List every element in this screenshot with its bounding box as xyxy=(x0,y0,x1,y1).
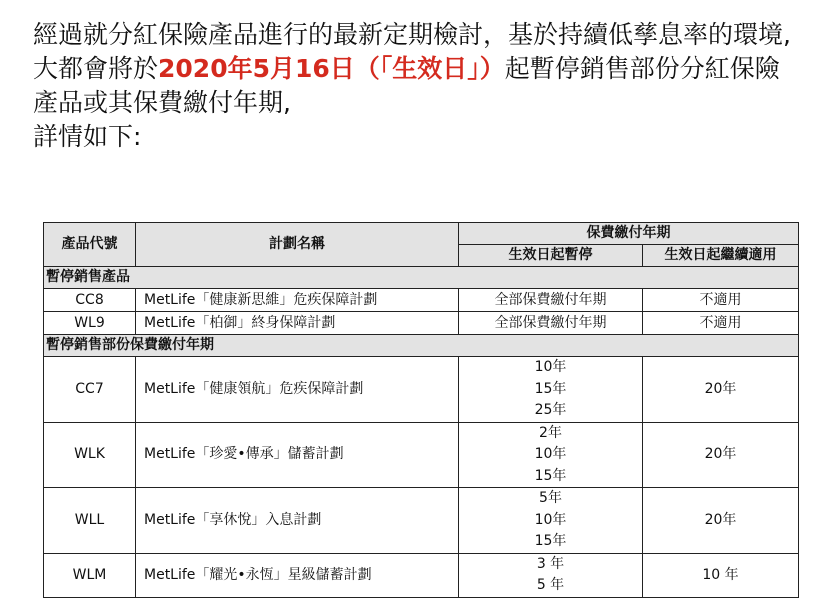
product-code: WLM xyxy=(44,553,136,597)
suspended-term: 10年 xyxy=(534,511,567,528)
table-row xyxy=(44,553,799,597)
suspended-payment-terms xyxy=(459,488,643,554)
table-row xyxy=(44,422,799,488)
continuing-payment-term: 20年 xyxy=(643,488,799,554)
suspended-term: 全部保費繳付年期 xyxy=(494,291,607,308)
suspended-term: 5年 xyxy=(539,490,562,506)
intro-paragraph xyxy=(33,18,803,154)
plan-name: MetLife「耀光•永恆」星級儲蓄計劃 xyxy=(136,553,459,597)
product-code: WL9 xyxy=(44,312,136,335)
product-code: WLL xyxy=(44,488,136,554)
suspended-term: 全部保費繳付年期 xyxy=(494,314,607,331)
section-title: 暫停銷售部份保費繳付年期 xyxy=(44,335,799,357)
suspended-term: 25年 xyxy=(534,402,567,418)
continuing-payment-term: 不適用 xyxy=(643,312,799,335)
header-plan-name: 計劃名稱 xyxy=(136,223,459,267)
continuing-payment-term: 10 年 xyxy=(643,553,799,597)
header-product-code: 產品代號 xyxy=(44,223,136,267)
intro-line-3: 詳情如下: xyxy=(33,122,142,151)
table-row xyxy=(44,312,799,335)
header-continue-from-effective-date: 生效日起繼續適用 xyxy=(643,245,799,267)
suspended-term: 10年 xyxy=(534,359,567,375)
intro-line-2-suffix: 起暫停銷售部份分紅保險產品或其保費繳付年期, xyxy=(33,54,780,117)
suspended-payment-terms xyxy=(459,357,643,423)
continuing-payment-term: 不適用 xyxy=(643,289,799,312)
intro-line-2-prefix: 大都會將於 xyxy=(33,54,159,83)
suspended-term: 10年 xyxy=(534,446,567,462)
plan-name: MetLife「珍愛•傳承」儲蓄計劃 xyxy=(136,422,459,488)
suspended-payment-terms xyxy=(459,289,643,312)
product-code: WLK xyxy=(44,422,136,488)
plan-name: MetLife「享休悅」入息計劃 xyxy=(136,488,459,554)
table-row xyxy=(44,488,799,554)
suspended-term: 15年 xyxy=(534,533,567,549)
suspended-term: 3 年 xyxy=(536,555,565,572)
table-row xyxy=(44,357,799,423)
suspended-term: 5 年 xyxy=(536,577,565,593)
plan-suspension-table xyxy=(43,222,799,598)
suspended-term: 2年 xyxy=(539,424,562,441)
plan-name: MetLife「柏御」終身保障計劃 xyxy=(136,312,459,335)
section-title: 暫停銷售產品 xyxy=(44,267,799,289)
continuing-payment-term: 20年 xyxy=(643,422,799,488)
plan-name: MetLife「健康新思維」危疾保障計劃 xyxy=(136,289,459,312)
table-row xyxy=(44,289,799,312)
continuing-payment-term: 20年 xyxy=(643,357,799,423)
product-code: CC8 xyxy=(44,289,136,312)
effective-date-highlight: 2020年5月16日（「生效日」） xyxy=(158,54,505,83)
product-code: CC7 xyxy=(44,357,136,423)
suspended-payment-terms xyxy=(459,553,643,597)
header-suspended-from-effective-date: 生效日起暫停 xyxy=(459,245,643,267)
plan-name: MetLife「健康領航」危疾保障計劃 xyxy=(136,357,459,423)
table-body xyxy=(44,267,799,598)
suspended-term: 15年 xyxy=(534,467,567,484)
intro-line-1: 經過就分紅保險產品進行的最新定期檢討，基於持續低孳息率的環境, xyxy=(33,20,791,49)
suspended-payment-terms xyxy=(459,422,643,488)
suspended-term: 15年 xyxy=(534,380,567,397)
suspended-payment-terms xyxy=(459,312,643,335)
header-payment-term: 保費繳付年期 xyxy=(459,223,799,245)
